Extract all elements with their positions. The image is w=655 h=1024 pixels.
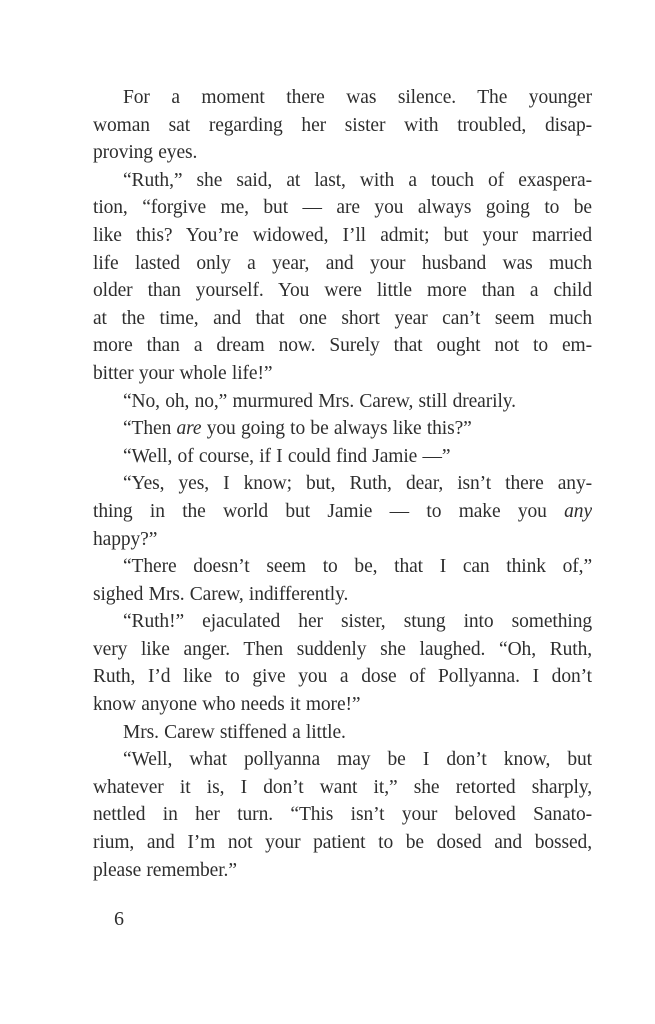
text-line: thing in the world but Jamie — to make you any (93, 500, 592, 522)
text-line: please remember.” (93, 859, 237, 881)
text-line: For a moment there was silence. The younger (123, 87, 592, 108)
text-line: more than a dream now. Surely that ought not to em- (93, 335, 592, 357)
text-line: tion, “forgive me, but — are you always going to be (93, 197, 592, 219)
text-line: older than yourself. You were little more than a child (93, 280, 592, 302)
text-line: “Well, what pollyanna may be I don’t know, but (123, 749, 592, 771)
text-line: woman sat regarding her sister with troubled, disap- (93, 114, 592, 136)
page-number: 6 (114, 908, 124, 930)
text-line: “Yes, yes, I know; but, Ruth, dear, isn’t there any- (123, 473, 592, 495)
text-line: very like anger. Then suddenly she laughed. “Oh, Ruth, (93, 638, 592, 660)
text-line: bitter your whole life!” (93, 362, 273, 384)
text-line: life lasted only a year, and your husband was much (93, 252, 592, 274)
text-line: sighed Mrs. Carew, indifferently. (93, 583, 349, 605)
text-line: know anyone who needs it more!” (93, 694, 361, 716)
text-line: whatever it is, I don’t want it,” she retorted sharply, (93, 776, 592, 798)
text-line: “Well, of course, if I could find Jamie —” (123, 445, 451, 467)
text-line: “Then are you going to be always like this?” (123, 418, 472, 440)
text-line: “Ruth!” ejaculated her sister, stung into something (123, 611, 592, 633)
text-line: nettled in her turn. “This isn’t your beloved Sanato- (93, 804, 592, 826)
text-line: Ruth, I’d like to give you a dose of Pollyanna. I don’t (93, 666, 592, 688)
text-line: at the time, and that one short year can’t seem much (93, 307, 592, 329)
text-line: rium, and I’m not your patient to be dosed and bossed, (93, 832, 592, 854)
body-text (93, 84, 592, 884)
text-line: like this? You’re widowed, I’ll admit; but your married (93, 224, 592, 246)
text-line: “No, oh, no,” murmured Mrs. Carew, still drearily. (123, 390, 516, 412)
text-line: Mrs. Carew stiffened a little. (123, 721, 346, 743)
text-line: proving eyes. (93, 142, 198, 164)
text-line: “There doesn’t seem to be, that I can think of,” (123, 556, 592, 578)
text-line: happy?” (93, 528, 158, 550)
text-line: “Ruth,” she said, at last, with a touch of exaspera- (123, 169, 592, 191)
